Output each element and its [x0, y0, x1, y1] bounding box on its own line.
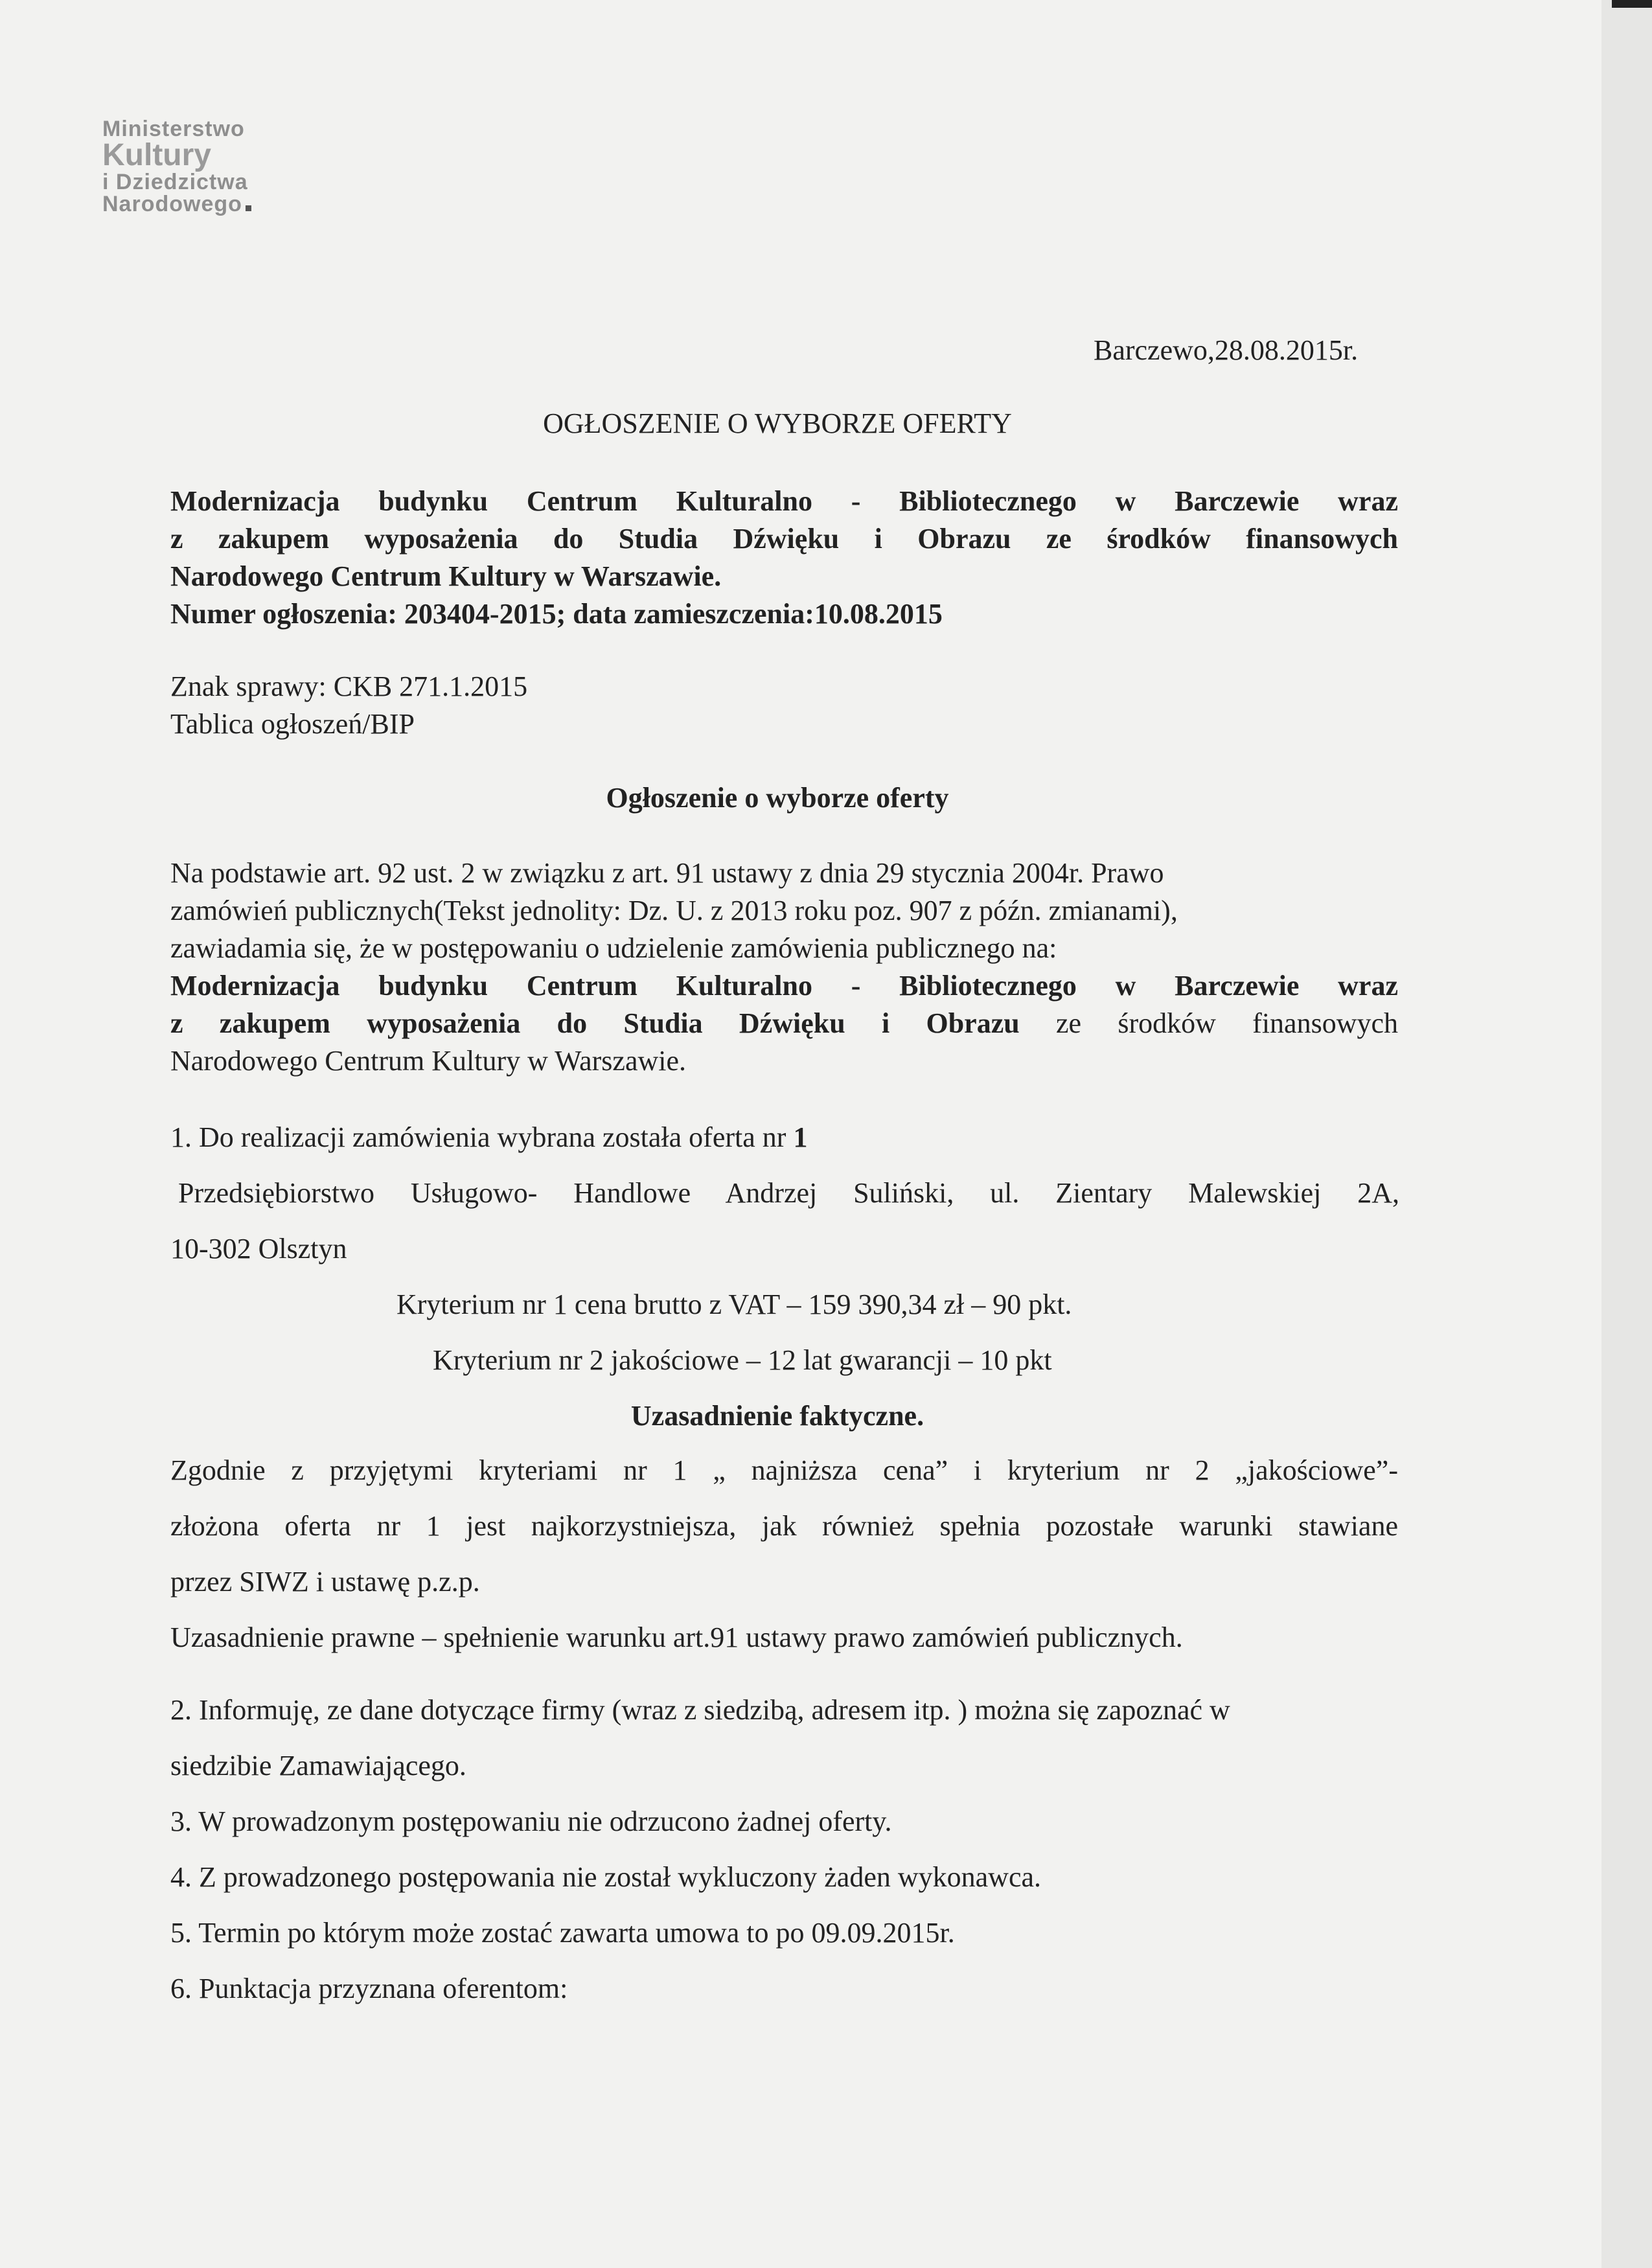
intro-line-5-bold: z zakupem wyposażenia do Studia Dźwięku i Obrazu [170, 1007, 1020, 1039]
section-title: Ogłoszenie o wyborze oferty [606, 782, 949, 814]
logo-line-4-text: Narodowego [102, 192, 242, 216]
legal-justification: Uzasadnienie prawne – spełnienie warunku art.91 ustawy prawo zamówień publicznych. [170, 1621, 1183, 1653]
item-3: 3. W prowadzonym postępowaniu nie odrzucono żadnej oferty. [170, 1805, 892, 1837]
item-2-line-2: siedzibie Zamawiającego. [170, 1750, 466, 1781]
intro-line-6: Narodowego Centrum Kultury w Warszawie. [170, 1045, 686, 1077]
case-number: Znak sprawy: CKB 271.1.2015 [170, 670, 528, 702]
justification-title: Uzasadnienie faktyczne. [630, 1400, 924, 1432]
intro-line-5-rest: ze środków finansowych [1056, 1007, 1398, 1039]
criterion-1: Kryterium nr 1 cena brutto z VAT – 159 390,34 zł – 90 pkt. [396, 1289, 1072, 1320]
notice-board: Tablica ogłoszeń/BIP [170, 708, 415, 740]
logo-line-4 [102, 193, 251, 215]
intro-line-5 [170, 1007, 1398, 1040]
item-2-line-1: 2. Informuję, ze dane dotyczące firmy (wraz z siedzibą, adresem itp. ) można się zapoznać w [170, 1694, 1230, 1726]
subject-line-3: Narodowego Centrum Kultury w Warszawie. [170, 560, 722, 592]
justification-line-3: przez SIWZ i ustawę p.z.p. [170, 1566, 480, 1598]
justification-line-1: Zgodnie z przyjętymi kryteriami nr 1 „ najniższa cena” i kryterium nr 2 „jakościowe”- [170, 1454, 1398, 1486]
main-title: OGŁOSZENIE O WYBORZE OFERTY [543, 407, 1012, 439]
intro-line-1: Na podstawie art. 92 ust. 2 w związku z art. 91 ustawy z dnia 29 stycznia 2004r. Prawo [170, 857, 1164, 889]
criterion-2: Kryterium nr 2 jakościowe – 12 lat gwarancji – 10 pkt [433, 1344, 1052, 1376]
subject-line-2: z zakupem wyposażenia do Studia Dźwięku i Obrazu ze środków finansowych [170, 523, 1398, 555]
logo-line-3: i Dziedzictwa [102, 170, 248, 194]
notice-number: Numer ogłoszenia: 203404-2015; data zamieszczenia:10.08.2015 [170, 598, 943, 630]
logo-line-1: Ministerstwo [102, 117, 245, 141]
scan-mark [1612, 0, 1652, 8]
page-edge [1601, 0, 1652, 2268]
date-line: Barczewo,28.08.2015r. [1094, 334, 1359, 366]
company-line-1: Przedsiębiorstwo Usługowo- Handlowe Andrzej Suliński, ul. Zientary Malewskiej 2A, [178, 1177, 1399, 1209]
company-line-2: 10-302 Olsztyn [170, 1233, 347, 1265]
item-1 [170, 1121, 807, 1154]
logo-line-2: Kultury [102, 138, 211, 172]
item-6: 6. Punktacja przyznana oferentom: [170, 1973, 568, 2004]
intro-line-3: zawiadamia się, że w postępowaniu o udzielenie zamówienia publicznego na: [170, 932, 1057, 964]
subject-line-1: Modernizacja budynku Centrum Kulturalno - Bibliotecznego w Barczewie wraz [170, 485, 1398, 517]
item-5: 5. Termin po którym może zostać zawarta umowa to po 09.09.2015r. [170, 1917, 955, 1949]
intro-line-2: zamówień publicznych(Tekst jednolity: Dz. U. z 2013 roku poz. 907 z późn. zmianami), [170, 895, 1178, 926]
item-4: 4. Z prowadzonego postępowania nie został wykluczony żaden wykonawca. [170, 1861, 1041, 1893]
logo-dot-icon [246, 205, 251, 211]
ministry-logo [102, 118, 251, 215]
item-1-text: 1. Do realizacji zamówienia wybrana została oferta nr [170, 1121, 786, 1153]
item-1-number: 1 [793, 1121, 808, 1153]
intro-line-4: Modernizacja budynku Centrum Kulturalno - Bibliotecznego w Barczewie wraz [170, 970, 1398, 1002]
justification-line-2: złożona oferta nr 1 jest najkorzystniejsza, jak również spełnia pozostałe warunki stawiane [170, 1510, 1398, 1542]
